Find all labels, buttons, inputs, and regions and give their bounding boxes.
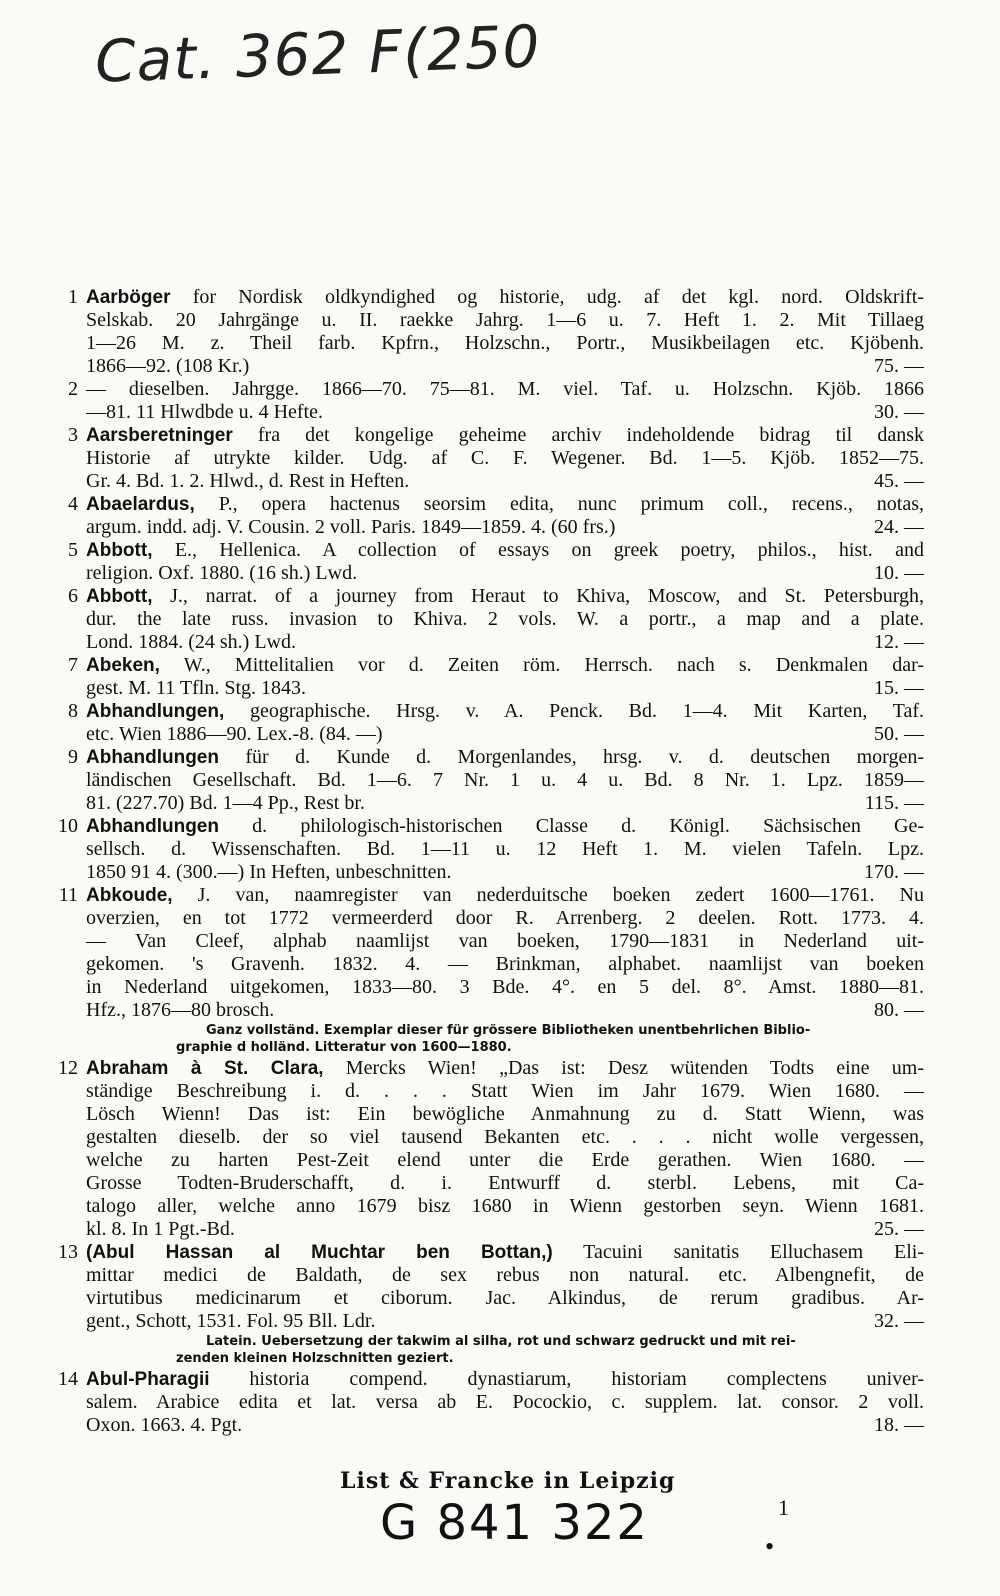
entry-text: historia compend. dynastiarum, historiam complectens univer- — [209, 1368, 924, 1390]
page-number: 1 — [778, 1495, 789, 1520]
entry-imprint: 81. (227.70) Bd. 1—4 Pp., Rest br. — [86, 792, 365, 814]
catalogue-entry — [58, 700, 924, 746]
entry-text: overzien, en tot 1772 vermeerderd door R. Arrenberg. 2 deelen. Rott. 1773. 4. — [86, 907, 924, 929]
entry-text: salem. Arabice edita et lat. versa ab E. Pocockio, c. supplem. lat. consor. 2 voll. — [86, 1391, 924, 1413]
entry-line — [86, 424, 924, 447]
entry-line — [86, 378, 924, 401]
entry-imprint: Oxon. 1663. 4. Pgt. — [86, 1414, 243, 1436]
entry-price: 12. — — [874, 631, 924, 653]
entry-line — [86, 976, 924, 999]
entry-line — [86, 309, 924, 332]
entry-price: 80. — — [874, 999, 924, 1021]
entry-text: welche zu harten Pest-Zeit elend unter die Erde gerathen. Wien 1680. — — [86, 1149, 924, 1171]
catalogue-entry — [58, 585, 924, 654]
entry-text: talogo aller, welche anno 1679 bisz 1680 in Wienn gestorben seyn. Wienn 1681. — [86, 1195, 924, 1217]
entry-text: fra det kongelige geheime archiv indeholdende bidrag til dansk — [232, 424, 924, 446]
entry-list — [58, 286, 924, 1437]
entry-line — [86, 930, 924, 953]
entry-imprint: 1850 91 4. (300.—) In Heften, unbeschnitten. — [86, 861, 452, 883]
entry-text: gekomen. 's Gravenh. 1832. 4. — Brinkman, alphabet. naamlijst van boeken — [86, 953, 924, 975]
entry-line — [86, 539, 924, 562]
entry-text: Selskab. 20 Jahrgänge u. II. raekke Jahrg. 1—6 u. 7. Heft 1. 2. Mit Tillaeg — [86, 309, 924, 331]
entry-imprint-line — [86, 1310, 924, 1333]
entry-price: 170. — — [864, 861, 924, 883]
entry-number: 12 — [58, 1057, 78, 1079]
entry-imprint-line — [86, 516, 924, 539]
handwritten-catalogue-note: Cat. 362 F(250 — [93, 12, 542, 96]
entry-heading: Abkoude, — [86, 885, 173, 906]
entry-number: 6 — [68, 585, 78, 607]
entry-number: 4 — [68, 493, 78, 515]
entry-line — [86, 953, 924, 976]
entry-imprint: gest. M. 11 Tfln. Stg. 1843. — [86, 677, 307, 699]
entry-imprint-line — [86, 1414, 924, 1437]
entry-line — [86, 1264, 924, 1287]
entry-price: 115. — — [864, 792, 924, 814]
entry-text: d. philologisch-historischen Classe d. Königl. Sächsischen Ge- — [218, 815, 924, 837]
catalogue-entry — [58, 1368, 924, 1437]
entry-text: sellsch. d. Wissenschaften. Bd. 1—11 u. 12 Heft 1. M. vielen Tafeln. Lpz. — [86, 838, 924, 860]
entry-text: mittar medici de Baldath, de sex rebus non natural. etc. Albengnefit, de — [86, 1264, 924, 1286]
entry-line — [86, 700, 924, 723]
entry-text: — dieselben. Jahrgge. 1866—70. 75—81. M. viel. Taf. u. Holzschn. Kjöb. 1866 — [86, 378, 924, 400]
entry-text: Tacuini sanitatis Elluchasem Eli- — [552, 1241, 925, 1263]
entry-price: 30. — — [874, 401, 924, 423]
entry-text: J., narrat. of a journey from Heraut to Khiva, Moscow, and St. Petersburgh, — [152, 585, 924, 607]
ink-dot: • — [765, 1532, 775, 1561]
shelfmark-stamp: G 841 322 — [380, 1495, 649, 1551]
entry-line — [86, 1126, 924, 1149]
entry-line — [86, 493, 924, 516]
entry-imprint: —81. 11 Hlwdbde u. 4 Hefte. — [86, 401, 323, 423]
entry-number: 8 — [68, 700, 78, 722]
entry-heading: Abbott, — [86, 540, 153, 561]
entry-line — [86, 1368, 924, 1391]
entry-text: P., opera hactenus seorsim edita, nunc primum coll., recens., notas, — [194, 493, 924, 515]
entry-text: geographische. Hrsg. v. A. Penck. Bd. 1—4. Mit Karten, Taf. — [224, 700, 924, 722]
entry-number: 7 — [68, 654, 78, 676]
entry-line — [86, 1080, 924, 1103]
entry-line — [86, 1103, 924, 1126]
entry-line — [86, 1057, 924, 1080]
entry-imprint-line — [86, 401, 924, 424]
entry-text: Mercks Wien! „Das ist: Desz wütenden Todts eine um- — [323, 1057, 924, 1079]
entry-imprint-line — [86, 999, 924, 1022]
entry-imprint-line — [86, 355, 924, 378]
catalogue-entry — [58, 884, 924, 1055]
entry-imprint: etc. Wien 1886—90. Lex.-8. (84. —) — [86, 723, 383, 745]
entry-line — [86, 447, 924, 470]
entry-line — [86, 1195, 924, 1218]
entry-price: 18. — — [874, 1414, 924, 1436]
entry-heading: Aarböger — [86, 287, 171, 308]
entry-imprint: kl. 8. In 1 Pgt.-Bd. — [86, 1218, 235, 1240]
entry-heading: Aarsberetninger — [86, 425, 233, 446]
entry-text: ständige Beschreibung i. d. . . . Statt Wien im Jahr 1679. Wien 1680. — — [86, 1080, 924, 1102]
entry-price: 45. — — [874, 470, 924, 492]
entry-number: 14 — [58, 1368, 78, 1390]
entry-price: 24. — — [874, 516, 924, 538]
entry-price: 50. — — [874, 723, 924, 745]
entry-line — [86, 1149, 924, 1172]
entry-line — [86, 1172, 924, 1195]
entry-number: 5 — [68, 539, 78, 561]
entry-line — [86, 1241, 924, 1264]
entry-imprint-line — [86, 792, 924, 815]
entry-text: dur. the late russ. invasion to Khiva. 2 vols. W. a portr., a map and a plate. — [86, 608, 924, 630]
entry-note: graphie d holländ. Litteratur von 1600—1880. — [176, 1040, 512, 1055]
entry-text: Lösch Wienn! Das ist: Ein bewögliche Anmahnung zu d. Statt Wienn, was — [86, 1103, 924, 1125]
entry-text: Grosse Todten-Bruderschafft, d. i. Entwurff d. sterbl. Lebens, mit Ca- — [86, 1172, 924, 1194]
entry-price: 10. — — [874, 562, 924, 584]
entry-imprint: Hfz., 1876—80 brosch. — [86, 999, 275, 1021]
entry-imprint: Gr. 4. Bd. 1. 2. Hlwd., d. Rest in Heften. — [86, 470, 410, 492]
entry-price: 32. — — [874, 1310, 924, 1332]
entry-text: 1—26 M. z. Theil farb. Kpfrn., Holzschn., Portr., Musikbeilagen etc. Kjöbenh. — [86, 332, 924, 354]
entry-note: Latein. Uebersetzung der takwim al silha, rot und schwarz gedruckt und mit rei- — [206, 1334, 796, 1349]
entry-line — [86, 746, 924, 769]
entry-imprint-line — [86, 562, 924, 585]
entry-text: gestalten dieselb. der so viel tausend Bekanten etc. . . . nicht wolle vergessen, — [86, 1126, 924, 1148]
entry-number: 11 — [58, 884, 78, 906]
entry-line — [86, 332, 924, 355]
entry-text: — Van Cleef, alphab naamlijst van boeken, 1790—1831 in Nederland uit- — [86, 930, 924, 952]
entry-text: for Nordisk oldkyndighed og historie, udg. af det kgl. nord. Oldskrift- — [170, 286, 924, 308]
entry-imprint-line — [86, 470, 924, 493]
entry-text: ländischen Gesellschaft. Bd. 1—6. 7 Nr. 1 u. 4 u. Bd. 8 Nr. 1. Lpz. 1859— — [86, 769, 924, 791]
entry-text: Historie af utrykte kilder. Udg. af C. F. Wegener. Bd. 1—5. Kjöb. 1852—75. — [86, 447, 924, 469]
catalogue-entry — [58, 746, 924, 815]
entry-text: W., Mittelitalien vor d. Zeiten röm. Herrsch. nach s. Denkmalen dar- — [159, 654, 924, 676]
entry-imprint: 1866—92. (108 Kr.) — [86, 355, 250, 377]
entry-line — [86, 838, 924, 861]
entry-line — [86, 815, 924, 838]
entry-line — [86, 769, 924, 792]
entry-text: für d. Kunde d. Morgenlandes, hrsg. v. d. deutschen morgen- — [218, 746, 924, 768]
catalogue-entry — [58, 539, 924, 585]
entry-number: 9 — [68, 746, 78, 768]
entry-imprint-line — [86, 677, 924, 700]
entry-text: in Nederland uitgekomen, 1833—80. 3 Bde. 4°. en 5 del. 8°. Amst. 1880—81. — [86, 976, 924, 998]
catalogue-entry — [58, 815, 924, 884]
entry-text: virtutibus medicinarum et ciborum. Jac. Alkindus, de rerum gradibus. Ar- — [86, 1287, 924, 1309]
entry-imprint-line — [86, 1218, 924, 1241]
entry-heading: Abaelardus, — [86, 494, 195, 515]
entry-number: 10 — [58, 815, 78, 837]
entry-heading: Abbott, — [86, 586, 153, 607]
catalogue-entry — [58, 424, 924, 493]
entry-number: 3 — [68, 424, 78, 446]
catalogue-entry — [58, 286, 924, 378]
entry-price: 25. — — [874, 1218, 924, 1240]
entry-price: 75. — — [874, 355, 924, 377]
entry-heading: Abul-Pharagii — [86, 1369, 210, 1390]
entry-heading: Abraham à St. Clara, — [86, 1058, 324, 1079]
entry-note: zenden kleinen Holzschnitten geziert. — [176, 1351, 454, 1366]
entry-line — [86, 654, 924, 677]
entry-number: 2 — [68, 378, 78, 400]
entry-text: J. van, naamregister van nederduitsche boeken zedert 1600—1761. Nu — [172, 884, 924, 906]
entry-line — [86, 884, 924, 907]
entry-imprint-line — [86, 723, 924, 746]
entry-line — [86, 286, 924, 309]
entry-number: 13 — [58, 1241, 78, 1263]
entry-line — [86, 1287, 924, 1310]
entry-number: 1 — [68, 286, 78, 308]
entry-text: E., Hellenica. A collection of essays on greek poetry, philos., hist. and — [152, 539, 924, 561]
catalogue-entry — [58, 493, 924, 539]
entry-heading: Abhandlungen, — [86, 701, 225, 722]
catalogue-entry — [58, 1241, 924, 1366]
entry-line — [86, 907, 924, 930]
catalogue-entry — [58, 1057, 924, 1241]
entry-line — [86, 608, 924, 631]
publisher-footer: List & Francke in Leipzig — [340, 1468, 676, 1494]
entry-imprint: Lond. 1884. (24 sh.) Lwd. — [86, 631, 296, 653]
entry-imprint-line — [86, 861, 924, 884]
catalogue-entry — [58, 654, 924, 700]
entry-imprint-line — [86, 631, 924, 654]
catalogue-entry — [58, 378, 924, 424]
entry-heading: (Abul Hassan al Muchtar ben Bottan,) — [86, 1242, 553, 1263]
entry-heading: Abeken, — [86, 655, 160, 676]
entry-price: 15. — — [874, 677, 924, 699]
entry-imprint: gent., Schott, 1531. Fol. 95 Bll. Ldr. — [86, 1310, 376, 1332]
entry-line — [86, 585, 924, 608]
entry-line — [86, 1391, 924, 1414]
entry-heading: Abhandlungen — [86, 816, 219, 837]
entry-heading: Abhandlungen — [86, 747, 219, 768]
entry-note: Ganz vollständ. Exemplar dieser für grössere Bibliotheken unentbehrlichen Biblio- — [206, 1023, 811, 1038]
entry-imprint: argum. indd. adj. V. Cousin. 2 voll. Paris. 1849—1859. 4. (60 frs.) — [86, 516, 616, 538]
entry-imprint: religion. Oxf. 1880. (16 sh.) Lwd. — [86, 562, 358, 584]
